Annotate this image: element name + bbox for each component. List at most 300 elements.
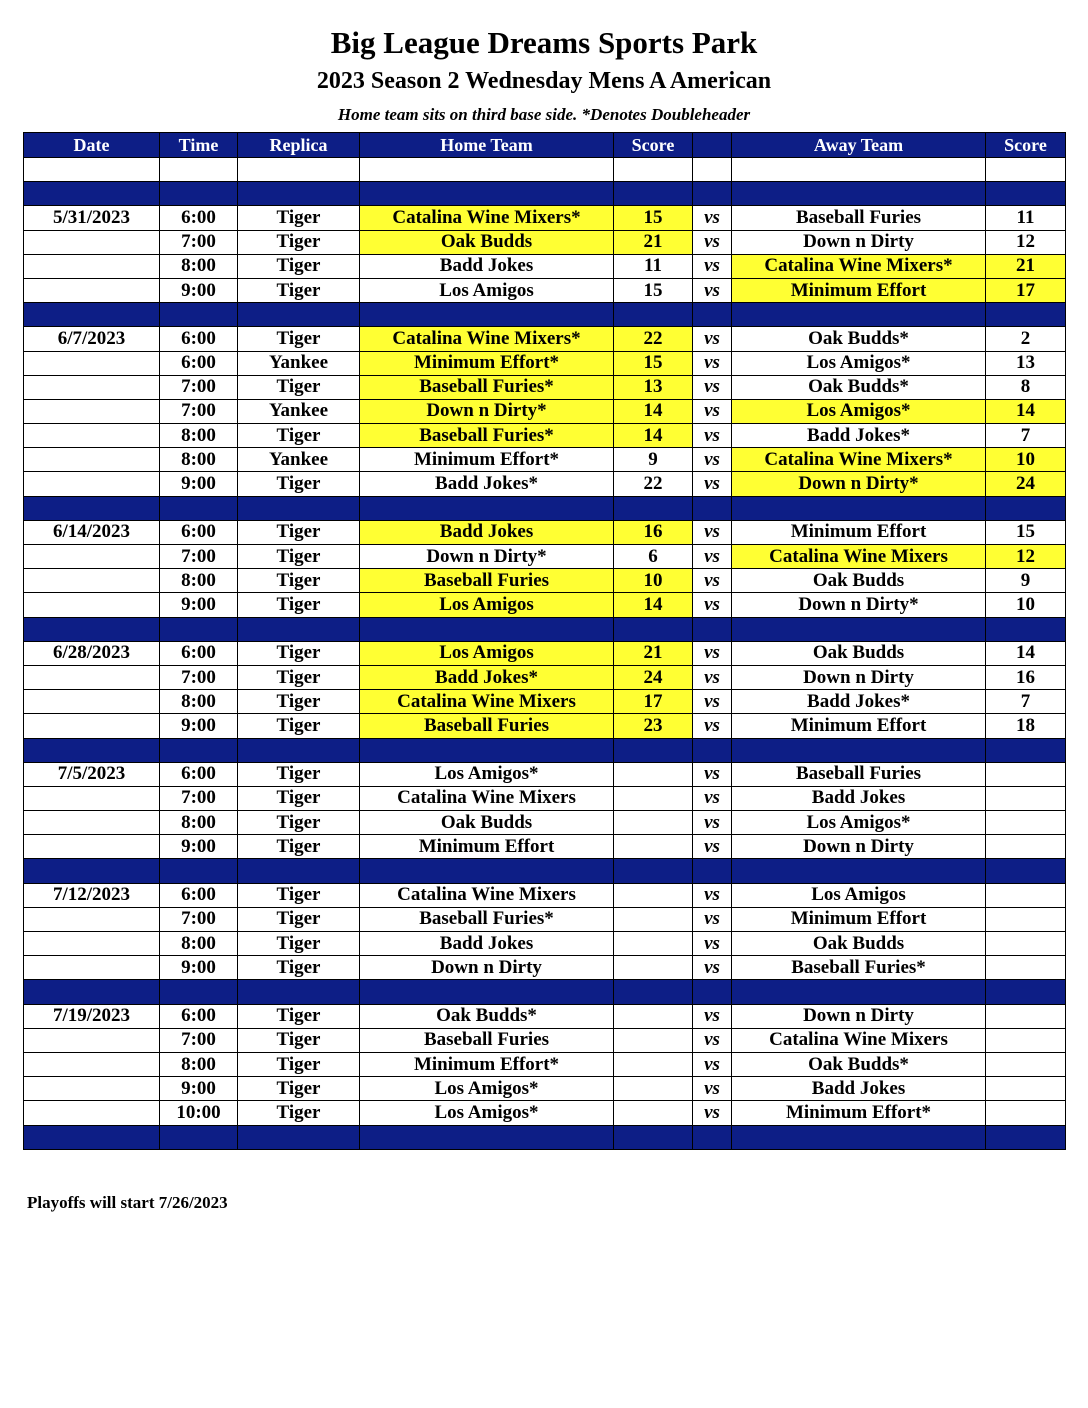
replica-cell bbox=[238, 158, 360, 182]
time-cell: 6:00 bbox=[160, 351, 238, 375]
vs-cell: vs bbox=[693, 472, 732, 496]
away-score-cell bbox=[986, 786, 1066, 810]
replica-cell: Tiger bbox=[238, 811, 360, 835]
week-separator-row bbox=[24, 617, 1066, 641]
home-team-cell: Baseball Furies bbox=[360, 569, 614, 593]
home-score-cell bbox=[614, 1077, 693, 1101]
home-score-cell: 9 bbox=[614, 448, 693, 472]
separator-cell bbox=[693, 859, 732, 883]
home-team-cell: Down n Dirty* bbox=[360, 545, 614, 569]
away-score-cell bbox=[986, 762, 1066, 786]
separator-cell bbox=[693, 1125, 732, 1149]
home-score-cell: 13 bbox=[614, 375, 693, 399]
date-cell: 7/19/2023 bbox=[24, 1004, 160, 1028]
home-team-cell: Catalina Wine Mixers bbox=[360, 690, 614, 714]
vs-cell: vs bbox=[693, 593, 732, 617]
table-row bbox=[24, 278, 1066, 302]
replica-cell: Tiger bbox=[238, 593, 360, 617]
away-score-cell: 7 bbox=[986, 424, 1066, 448]
table-row bbox=[24, 883, 1066, 907]
week-separator-row bbox=[24, 980, 1066, 1004]
home-score-cell bbox=[614, 883, 693, 907]
vs-cell: vs bbox=[693, 230, 732, 254]
table-row bbox=[24, 956, 1066, 980]
home-team-cell: Catalina Wine Mixers bbox=[360, 883, 614, 907]
away-score-cell: 10 bbox=[986, 593, 1066, 617]
time-cell: 6:00 bbox=[160, 520, 238, 544]
separator-cell bbox=[160, 980, 238, 1004]
time-cell: 9:00 bbox=[160, 956, 238, 980]
table-row bbox=[24, 835, 1066, 859]
date-cell bbox=[24, 956, 160, 980]
table-row bbox=[24, 206, 1066, 230]
separator-cell bbox=[238, 980, 360, 1004]
column-header-time: Time bbox=[160, 133, 238, 158]
separator-cell bbox=[614, 496, 693, 520]
home-score-cell: 24 bbox=[614, 665, 693, 689]
vs-cell: vs bbox=[693, 375, 732, 399]
separator-cell bbox=[238, 303, 360, 327]
replica-cell: Tiger bbox=[238, 690, 360, 714]
away-score-cell bbox=[986, 1077, 1066, 1101]
vs-cell: vs bbox=[693, 811, 732, 835]
away-team-cell: Badd Jokes bbox=[732, 1077, 986, 1101]
table-row bbox=[24, 811, 1066, 835]
time-cell: 8:00 bbox=[160, 424, 238, 448]
vs-cell: vs bbox=[693, 1052, 732, 1076]
vs-cell: vs bbox=[693, 714, 732, 738]
table-row bbox=[24, 665, 1066, 689]
week-separator-row bbox=[24, 738, 1066, 762]
date-cell: 7/5/2023 bbox=[24, 762, 160, 786]
home-team-cell: Minimum Effort* bbox=[360, 1052, 614, 1076]
home-team-cell: Los Amigos bbox=[360, 641, 614, 665]
away-score-cell bbox=[986, 835, 1066, 859]
separator-cell bbox=[24, 738, 160, 762]
date-cell bbox=[24, 811, 160, 835]
time-cell: 7:00 bbox=[160, 399, 238, 423]
table-row bbox=[24, 424, 1066, 448]
date-cell bbox=[24, 569, 160, 593]
time-cell: 9:00 bbox=[160, 1077, 238, 1101]
separator-cell bbox=[732, 303, 986, 327]
table-row bbox=[24, 351, 1066, 375]
away-team-cell: Minimum Effort* bbox=[732, 1101, 986, 1125]
separator-cell bbox=[986, 980, 1066, 1004]
date-cell bbox=[24, 1028, 160, 1052]
replica-cell: Tiger bbox=[238, 665, 360, 689]
separator-cell bbox=[360, 182, 614, 206]
replica-cell: Tiger bbox=[238, 254, 360, 278]
home-team-cell: Los Amigos* bbox=[360, 1101, 614, 1125]
home-team-cell: Catalina Wine Mixers* bbox=[360, 327, 614, 351]
time-cell: 7:00 bbox=[160, 230, 238, 254]
separator-cell bbox=[360, 617, 614, 641]
home-score-cell bbox=[614, 835, 693, 859]
separator-cell bbox=[614, 182, 693, 206]
separator-cell bbox=[693, 738, 732, 762]
vs-cell: vs bbox=[693, 786, 732, 810]
home-score-cell: 11 bbox=[614, 254, 693, 278]
vs-cell: vs bbox=[693, 278, 732, 302]
away-team-cell: Catalina Wine Mixers bbox=[732, 1028, 986, 1052]
replica-cell: Tiger bbox=[238, 569, 360, 593]
time-cell: 6:00 bbox=[160, 883, 238, 907]
table-row bbox=[24, 375, 1066, 399]
table-row bbox=[24, 593, 1066, 617]
date-cell bbox=[24, 399, 160, 423]
separator-cell bbox=[693, 980, 732, 1004]
vs-cell: vs bbox=[693, 956, 732, 980]
away-team-cell: Catalina Wine Mixers* bbox=[732, 448, 986, 472]
table-row bbox=[24, 1101, 1066, 1125]
date-cell bbox=[24, 351, 160, 375]
home-team-cell: Baseball Furies* bbox=[360, 424, 614, 448]
schedule-table bbox=[23, 132, 1066, 1150]
away-score-cell: 10 bbox=[986, 448, 1066, 472]
replica-cell: Tiger bbox=[238, 762, 360, 786]
time-cell: 6:00 bbox=[160, 327, 238, 351]
table-row bbox=[24, 932, 1066, 956]
date-cell bbox=[24, 1077, 160, 1101]
separator-cell bbox=[360, 738, 614, 762]
away-team-cell: Minimum Effort bbox=[732, 907, 986, 931]
away-team-cell: Down n Dirty bbox=[732, 835, 986, 859]
separator-cell bbox=[693, 617, 732, 641]
separator-cell bbox=[160, 303, 238, 327]
home-team-cell: Minimum Effort bbox=[360, 835, 614, 859]
vs-cell: vs bbox=[693, 762, 732, 786]
home-score-cell bbox=[614, 1052, 693, 1076]
separator-cell bbox=[160, 496, 238, 520]
away-score-cell: 16 bbox=[986, 665, 1066, 689]
replica-cell: Tiger bbox=[238, 545, 360, 569]
away-score-cell bbox=[986, 158, 1066, 182]
separator-cell bbox=[24, 1125, 160, 1149]
replica-cell: Tiger bbox=[238, 424, 360, 448]
time-cell: 7:00 bbox=[160, 375, 238, 399]
separator-cell bbox=[360, 1125, 614, 1149]
table-row bbox=[24, 254, 1066, 278]
replica-cell: Tiger bbox=[238, 883, 360, 907]
date-cell bbox=[24, 448, 160, 472]
home-score-cell: 21 bbox=[614, 641, 693, 665]
away-score-cell: 8 bbox=[986, 375, 1066, 399]
separator-cell bbox=[238, 182, 360, 206]
time-cell: 7:00 bbox=[160, 1028, 238, 1052]
separator-cell bbox=[986, 738, 1066, 762]
date-cell bbox=[24, 158, 160, 182]
replica-cell: Yankee bbox=[238, 351, 360, 375]
playoffs-note: Playoffs will start 7/26/2023 bbox=[27, 1193, 228, 1212]
table-row bbox=[24, 690, 1066, 714]
replica-cell: Tiger bbox=[238, 206, 360, 230]
home-team-cell: Los Amigos bbox=[360, 593, 614, 617]
date-cell bbox=[24, 786, 160, 810]
replica-cell: Tiger bbox=[238, 714, 360, 738]
home-score-cell: 15 bbox=[614, 206, 693, 230]
separator-cell bbox=[160, 859, 238, 883]
vs-cell: vs bbox=[693, 1028, 732, 1052]
table-row bbox=[24, 399, 1066, 423]
vs-cell: vs bbox=[693, 883, 732, 907]
home-team-cell: Down n Dirty bbox=[360, 956, 614, 980]
time-cell: 7:00 bbox=[160, 786, 238, 810]
replica-cell: Tiger bbox=[238, 1101, 360, 1125]
home-score-cell: 15 bbox=[614, 278, 693, 302]
page-subtitle: 2023 Season 2 Wednesday Mens A American bbox=[316, 68, 772, 94]
home-team-cell: Baseball Furies bbox=[360, 714, 614, 738]
home-team-cell: Minimum Effort* bbox=[360, 351, 614, 375]
vs-cell: vs bbox=[693, 254, 732, 278]
table-row bbox=[24, 1052, 1066, 1076]
separator-cell bbox=[160, 182, 238, 206]
vs-cell: vs bbox=[693, 545, 732, 569]
separator-cell bbox=[160, 738, 238, 762]
replica-cell: Tiger bbox=[238, 230, 360, 254]
vs-cell: vs bbox=[693, 641, 732, 665]
separator-cell bbox=[160, 617, 238, 641]
replica-cell: Tiger bbox=[238, 1052, 360, 1076]
vs-cell: vs bbox=[693, 327, 732, 351]
time-cell: 9:00 bbox=[160, 278, 238, 302]
week-separator-row bbox=[24, 303, 1066, 327]
home-team-cell: Oak Budds bbox=[360, 811, 614, 835]
away-score-cell: 14 bbox=[986, 641, 1066, 665]
away-team-cell: Catalina Wine Mixers* bbox=[732, 254, 986, 278]
away-score-cell: 12 bbox=[986, 545, 1066, 569]
table-row bbox=[24, 569, 1066, 593]
separator-cell bbox=[614, 617, 693, 641]
time-cell: 6:00 bbox=[160, 206, 238, 230]
time-cell: 8:00 bbox=[160, 811, 238, 835]
home-team-cell: Badd Jokes bbox=[360, 932, 614, 956]
away-team-cell: Oak Budds* bbox=[732, 327, 986, 351]
week-separator-row bbox=[24, 859, 1066, 883]
separator-cell bbox=[986, 1125, 1066, 1149]
home-score-cell bbox=[614, 956, 693, 980]
away-team-cell: Down n Dirty* bbox=[732, 593, 986, 617]
separator-cell bbox=[614, 738, 693, 762]
time-cell: 8:00 bbox=[160, 690, 238, 714]
vs-cell: vs bbox=[693, 835, 732, 859]
separator-cell bbox=[732, 980, 986, 1004]
separator-cell bbox=[24, 980, 160, 1004]
separator-cell bbox=[614, 303, 693, 327]
column-header-vs bbox=[693, 133, 732, 158]
away-score-cell bbox=[986, 932, 1066, 956]
separator-cell bbox=[732, 738, 986, 762]
home-score-cell bbox=[614, 932, 693, 956]
away-score-cell bbox=[986, 883, 1066, 907]
home-score-cell: 10 bbox=[614, 569, 693, 593]
separator-cell bbox=[238, 496, 360, 520]
away-score-cell: 17 bbox=[986, 278, 1066, 302]
home-score-cell: 23 bbox=[614, 714, 693, 738]
away-score-cell bbox=[986, 1004, 1066, 1028]
separator-cell bbox=[24, 496, 160, 520]
vs-cell: vs bbox=[693, 424, 732, 448]
replica-cell: Tiger bbox=[238, 327, 360, 351]
table-row bbox=[24, 472, 1066, 496]
replica-cell: Tiger bbox=[238, 472, 360, 496]
home-team-cell: Catalina Wine Mixers* bbox=[360, 206, 614, 230]
separator-cell bbox=[986, 182, 1066, 206]
replica-cell: Tiger bbox=[238, 278, 360, 302]
home-score-cell: 14 bbox=[614, 424, 693, 448]
vs-cell: vs bbox=[693, 399, 732, 423]
table-row bbox=[24, 1028, 1066, 1052]
home-score-cell: 14 bbox=[614, 399, 693, 423]
replica-cell: Tiger bbox=[238, 786, 360, 810]
vs-cell bbox=[693, 158, 732, 182]
away-team-cell: Down n Dirty* bbox=[732, 472, 986, 496]
table-row bbox=[24, 520, 1066, 544]
column-header-date: Date bbox=[24, 133, 160, 158]
column-header-home-score: Score bbox=[614, 133, 693, 158]
home-team-cell: Badd Jokes* bbox=[360, 665, 614, 689]
vs-cell: vs bbox=[693, 448, 732, 472]
away-team-cell: Baseball Furies bbox=[732, 206, 986, 230]
separator-cell bbox=[732, 496, 986, 520]
away-team-cell bbox=[732, 158, 986, 182]
time-cell bbox=[160, 158, 238, 182]
date-cell bbox=[24, 254, 160, 278]
separator-cell bbox=[693, 303, 732, 327]
away-team-cell: Down n Dirty bbox=[732, 230, 986, 254]
column-header-home-team: Home Team bbox=[360, 133, 614, 158]
separator-cell bbox=[986, 496, 1066, 520]
separator-cell bbox=[360, 980, 614, 1004]
time-cell: 6:00 bbox=[160, 641, 238, 665]
date-cell: 6/7/2023 bbox=[24, 327, 160, 351]
separator-cell bbox=[238, 1125, 360, 1149]
home-score-cell: 14 bbox=[614, 593, 693, 617]
replica-cell: Tiger bbox=[238, 1004, 360, 1028]
table-row bbox=[24, 641, 1066, 665]
vs-cell: vs bbox=[693, 206, 732, 230]
away-score-cell bbox=[986, 1028, 1066, 1052]
separator-cell bbox=[24, 182, 160, 206]
time-cell: 8:00 bbox=[160, 932, 238, 956]
separator-cell bbox=[693, 496, 732, 520]
date-cell: 6/28/2023 bbox=[24, 641, 160, 665]
table-row bbox=[24, 1004, 1066, 1028]
home-team-cell: Los Amigos bbox=[360, 278, 614, 302]
vs-cell: vs bbox=[693, 520, 732, 544]
date-cell bbox=[24, 665, 160, 689]
separator-cell bbox=[360, 496, 614, 520]
home-score-cell: 6 bbox=[614, 545, 693, 569]
separator-cell bbox=[614, 859, 693, 883]
separator-cell bbox=[732, 617, 986, 641]
away-score-cell bbox=[986, 1101, 1066, 1125]
away-team-cell: Badd Jokes* bbox=[732, 690, 986, 714]
time-cell: 9:00 bbox=[160, 835, 238, 859]
away-team-cell: Down n Dirty bbox=[732, 665, 986, 689]
home-team-cell: Oak Budds bbox=[360, 230, 614, 254]
date-cell bbox=[24, 278, 160, 302]
home-team-cell: Los Amigos* bbox=[360, 1077, 614, 1101]
home-team-cell: Badd Jokes bbox=[360, 254, 614, 278]
home-score-cell bbox=[614, 1101, 693, 1125]
away-score-cell: 18 bbox=[986, 714, 1066, 738]
table-row bbox=[24, 230, 1066, 254]
away-team-cell: Oak Budds* bbox=[732, 375, 986, 399]
home-score-cell: 22 bbox=[614, 327, 693, 351]
replica-cell: Tiger bbox=[238, 520, 360, 544]
table-row bbox=[24, 786, 1066, 810]
time-cell: 8:00 bbox=[160, 448, 238, 472]
home-team-cell: Baseball Furies* bbox=[360, 907, 614, 931]
date-cell bbox=[24, 472, 160, 496]
home-score-cell bbox=[614, 907, 693, 931]
date-cell bbox=[24, 230, 160, 254]
vs-cell: vs bbox=[693, 1101, 732, 1125]
home-score-cell bbox=[614, 786, 693, 810]
home-team-cell: Badd Jokes* bbox=[360, 472, 614, 496]
away-team-cell: Catalina Wine Mixers bbox=[732, 545, 986, 569]
away-team-cell: Los Amigos bbox=[732, 883, 986, 907]
date-cell: 6/14/2023 bbox=[24, 520, 160, 544]
separator-cell bbox=[238, 617, 360, 641]
away-score-cell: 14 bbox=[986, 399, 1066, 423]
replica-cell: Tiger bbox=[238, 907, 360, 931]
time-cell: 9:00 bbox=[160, 472, 238, 496]
home-team-cell: Baseball Furies* bbox=[360, 375, 614, 399]
table-row bbox=[24, 907, 1066, 931]
separator-cell bbox=[732, 1125, 986, 1149]
time-cell: 7:00 bbox=[160, 545, 238, 569]
separator-cell bbox=[732, 182, 986, 206]
date-cell: 5/31/2023 bbox=[24, 206, 160, 230]
table-row bbox=[24, 158, 1066, 182]
vs-cell: vs bbox=[693, 665, 732, 689]
home-score-cell: 17 bbox=[614, 690, 693, 714]
table-row bbox=[24, 1077, 1066, 1101]
separator-cell bbox=[986, 859, 1066, 883]
away-team-cell: Oak Budds* bbox=[732, 1052, 986, 1076]
separator-cell bbox=[238, 859, 360, 883]
replica-cell: Tiger bbox=[238, 835, 360, 859]
week-separator-row bbox=[24, 496, 1066, 520]
home-team-cell: Badd Jokes bbox=[360, 520, 614, 544]
home-team-cell: Minimum Effort* bbox=[360, 448, 614, 472]
replica-cell: Tiger bbox=[238, 932, 360, 956]
away-team-cell: Badd Jokes* bbox=[732, 424, 986, 448]
table-row bbox=[24, 714, 1066, 738]
away-score-cell bbox=[986, 811, 1066, 835]
replica-cell: Tiger bbox=[238, 1077, 360, 1101]
time-cell: 8:00 bbox=[160, 1052, 238, 1076]
time-cell: 7:00 bbox=[160, 907, 238, 931]
time-cell: 8:00 bbox=[160, 254, 238, 278]
away-team-cell: Baseball Furies bbox=[732, 762, 986, 786]
away-score-cell: 7 bbox=[986, 690, 1066, 714]
date-cell bbox=[24, 545, 160, 569]
away-score-cell bbox=[986, 907, 1066, 931]
separator-cell bbox=[693, 182, 732, 206]
separator-cell bbox=[24, 617, 160, 641]
replica-cell: Tiger bbox=[238, 1028, 360, 1052]
away-score-cell: 24 bbox=[986, 472, 1066, 496]
vs-cell: vs bbox=[693, 1004, 732, 1028]
separator-cell bbox=[238, 738, 360, 762]
table-header-row bbox=[24, 133, 1066, 158]
away-score-cell: 13 bbox=[986, 351, 1066, 375]
home-score-cell: 15 bbox=[614, 351, 693, 375]
replica-cell: Tiger bbox=[238, 641, 360, 665]
